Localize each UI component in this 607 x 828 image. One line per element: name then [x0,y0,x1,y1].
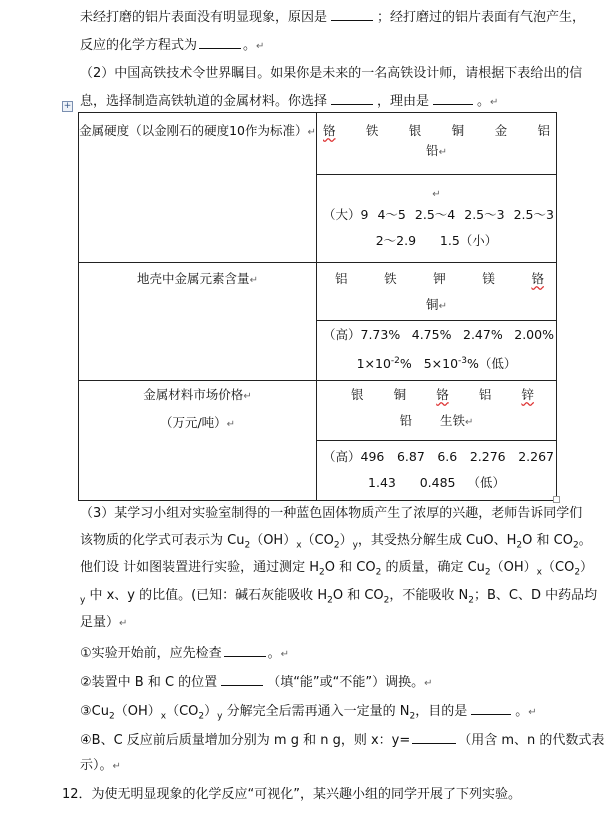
para2-line2: 息，选择制造高铁轨道的金属材料。你选择 ，理由是 。↵ [80,94,499,109]
abundance-label-cell: 地壳中金属元素含量↵ [79,263,317,381]
para1-line2: 反应的化学方程式为 。↵ [80,38,265,53]
abundance-metals-cell: 铝 铁 钾 镁 铬 铜↵ [317,263,557,321]
para3-line5: 足量）↵ [80,615,128,630]
para1-line1: 未经打磨的铝片表面没有明显现象，原因是 ；经打磨过的铝片表面有气泡产生， [80,10,586,25]
question-1: ①实验开始前，应先检查 。↵ [80,646,290,661]
price-label-cell: 金属材料市场价格↵ （万元/吨）↵ [79,381,317,501]
hardness-label-cell: 金属硬度（以金刚石的硬度10作为标准）↵ [79,113,317,263]
para3-line1: （3）某学习小组对实验室制得的一种蓝色固体物质产生了浓厚的兴趣，老师告诉同学们 [80,506,583,521]
question-4-continued: 示）。↵ [80,758,121,773]
question-3: $③Cu_2(OH)_x(CO_2)_y$ 分解完全后需再通入一定量的 $N_2$，目的是 。↵ [80,704,537,722]
hardness-metals-cell: 铬 铁 银 铜 金 铝 铅↵ [317,113,557,175]
abundance-values-cell: （高）7.73% 4.75% 2.47% 2.00% $1\times 10^{-2}\%$ $5\times 10^{-3}\%$（低） [317,321,557,381]
para3-line4: $_y$ 中 x、y 的比值。(已知：碱石灰能吸收 $H_2O$ 和 $CO_2$，不能吸收 $N_2$；B、C、D 中药品均 [80,588,598,606]
para3-line2: 该物质的化学式可表示为 $Cu_2(OH)_x(CO_2)_y$，其受热分解生成 CuO、$H_2O$ 和 $CO_2$。 [80,533,592,551]
question-4: ④B、C 反应前后质量增加分别为 m g 和 n g，则 x：y= （用含 m、n 的代数式表 [80,733,605,748]
question-12: 12．为使无明显现象的化学反应“可视化”，某兴趣小组的同学开展了下列实验。 [62,787,522,802]
metal-property-table [78,112,557,501]
hardness-values-cell: ↵ （大）9 4～5 2.5～4 2.5～3 2.5～3 2～2.9 1.5（小） [317,175,557,263]
para2-line1: （2）中国高铁技术令世界瞩目。如果你是未来的一名高铁设计师，请根据下表给出的信 [80,66,583,81]
question-2: ②装置中 B 和 C 的位置 （填“能”或“不能”）调换。↵ [80,675,433,690]
para3-line3: 他们设 计如图装置进行实验，通过测定 $H_2O$ 和 $CO_2$ 的质量，确定 $Cu_2(OH)_x(CO_2)$ [80,560,594,578]
price-values-cell: （高）496 6.87 6.6 2.276 2.267 1.43 0.485 （低） [317,441,557,501]
table-resize-handle-icon[interactable] [553,496,560,503]
table-move-handle-icon[interactable]: + [63,101,72,111]
price-metals-cell: 银 铜 铬 铝 锌 铅 生铁↵ [317,381,557,441]
